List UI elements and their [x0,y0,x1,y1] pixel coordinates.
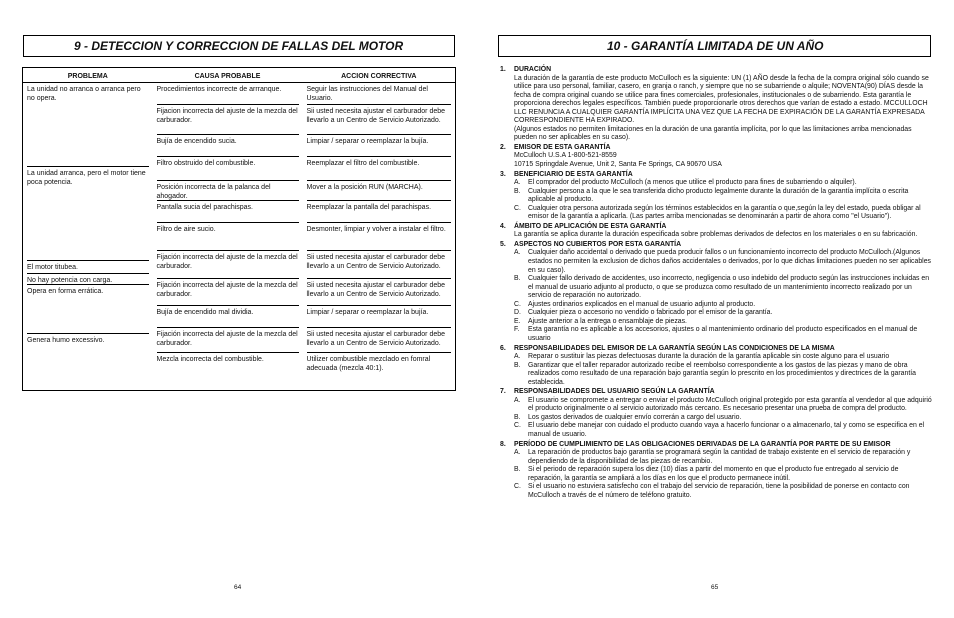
section-heading [500,144,932,153]
section-number: 6. [500,344,506,352]
section-heading-text: RESPONSABILIDADES DEL EMISOR DE LA GARANTÍA SEGÚN LAS CONDICIONES DE LA MISMA [514,344,835,352]
list-item-text: Cualquier pieza o accesorio no vendido o fabricado por el emisor de la garantía. [528,309,773,317]
action-cell: Sii usted necesita ajustar el carburador debe llevarlo a un Centro de Servicio Autorizado. [307,105,452,135]
list-item-text: Si el periodo de reparación supera los diez (10) días a partir del momento en que el producto fue entregado al servicio de reparación, la garantía se ampliará a los días en los que el producto permanece inútil. [528,466,899,482]
problem-cell: El motor titubea. [27,261,149,274]
header-accion-correctiva: ACCION CORRECTIVA [303,68,456,83]
list-item [500,422,932,439]
troubleshooting-title: 9 - DETECCION Y CORRECCION DE FALLAS DEL MOTOR [23,35,455,57]
page-number: 64 [234,584,242,591]
warranty-section [500,345,932,388]
list-item-text: Ajustes ordinarios explicados en el manual de usuario adjunto al producto. [528,300,756,308]
section-number: 3. [500,170,506,178]
section-heading-text: DURACIÓN [514,66,552,73]
list-item-letter: A. [514,179,521,187]
list-item [500,466,932,483]
list-item [500,205,932,222]
cause-cell: Mezcla incorrecta del combustible. [156,356,264,363]
section-heading [500,441,932,450]
list-item-letter: C. [514,300,521,308]
list-item-letter: B. [514,275,521,283]
cause-cell: Fijacion incorrecta del ajuste de la mezcla del carburador. [157,105,299,135]
action-cell: Sii usted necesita ajustar el carburador debe llevarlo a un Centro de Servicio Autorizado. [307,328,452,353]
section-heading [500,345,932,354]
list-item [500,301,932,310]
problem-cell: Genera humo excessivo. [27,337,105,344]
action-cell: Reemplazar el filtro del combustible. [307,157,452,181]
list-item-text: La reparación de productos bajo garantía se programará según la cantidad de trabajo existente en el servicio de reparación y dependiendo de la disponibilidad de las piezas de recambio. [528,449,911,465]
section-heading-text: ASPECTOS NO CUBIERTOS POR ESTA GARANTÍA [514,240,682,248]
list-item-letter: A. [514,449,521,457]
list-item [500,318,932,327]
list-item-letter: C. [514,422,521,430]
action-cell: Sii usted necesita ajustar el carburador debe llevarlo a un Centro de Servicio Autorizado. [307,279,452,306]
warranty-section [500,223,932,240]
list-item [500,179,932,188]
cause-cell: Filtro obstruido del combustible. [157,157,299,181]
list-item-text: El usuario debe manejar con cuidado el producto cuando vaya a hacerlo funcionar o a almacenarlo, tal y como se especifica en el manual de usuario. [528,422,925,438]
section-number: 7. [500,388,506,396]
section-heading [500,66,932,75]
section-heading-text: PERÍODO DE CUMPLIMIENTO DE LAS OBLIGACIONES DERIVADAS DE LA GARANTÍA POR PARTE DE SU EMISOR [514,440,891,448]
list-item [500,362,932,388]
cause-cell: Fijación incorrecta del ajuste de la mezcla del carburador. [157,328,299,353]
list-item-text: Cualquier persona a la que le sea transferida dicho producto legalmente durante la duración de la garantía implícita o escrita aplicable al producto. [528,187,909,204]
list-item-text: Reparar o sustituir las piezas defectuosas durante la duración de la garantía aplicable sin coste alguno para el usuario [528,353,890,361]
cause-cell: Pantalla sucia del parachispas. [157,201,299,223]
list-item-letter: A. [514,249,521,257]
section-number: 1. [500,66,506,73]
list-item-text: Ajuste anterior a la entrega o ensamblaje de piezas. [528,317,687,325]
action-cell: Limpiar / separar o reemplazar la bujía. [307,135,452,157]
list-item [500,309,932,318]
list-item-text: Esta garantía no es aplicable a los accesorios, ajustes o al mantenimiento ordinario del producto especificados en el manual de usuario [528,326,918,342]
action-cell: Sii usted necesita ajustar el carburador debe llevarlo a un Centro de Servicio Autorizado. [307,251,452,279]
list-item [500,275,932,301]
list-item-letter: C. [514,483,521,491]
cause-cell: Procedimientos incorrecte de arrranque. [157,83,299,105]
section-heading [500,223,932,232]
list-item [500,397,932,414]
list-item-text: Si el usuario no estuviera satisfecho con el trabajo del servicio de reparación, tiene la posibilidad de ponerse en contacto con McCulloch a través de el número de teléfono gratuito. [528,483,910,499]
warranty-title: 10 - GARANTÍA LIMITADA DE UN AÑO [498,35,931,57]
list-item [500,353,932,362]
section-heading-text: EMISOR DE ESTA GARANTÍA [514,143,611,151]
list-item-letter: F. [514,326,520,334]
section-number: 4. [500,222,506,230]
list-item [500,483,932,500]
action-cell: Seguir las instrucciones del Manual del Usuario. [307,83,452,105]
list-item-letter: B. [514,466,521,474]
section-paragraph: La duración de la garantía de este producto McCulloch es la siguiente: UN (1) AÑO desde la fecha de la compra original sólo cuando se utilice para uso personal, familiar, casero, en granja o ranch, y siempre que no se subarriende o alquile; NOVENTA(90) DÍAS desde la fecha de compra original cuando se utilice para fines comerciales, profesionales, institucionales o de subarriendo. Esta garantía le proporciona derechos legales específicos. También puede proporcionarle otros derechos que varían de estado a estado. MCCULLOCH LLC RENUNCIA A CUALQUIER GARANTÍA IMPLÍCITA UNA VEZ QUE LA FECHA DE EXPIRACIÓN DE LA GARANTÍA EXPRESADA CORRESPONDIENTE HA EXPIRADO. [514,74,929,125]
section-paragraph: (Algunos estados no permiten limitaciones en la duración de una garantía implícita, por lo que las limitaciones arriba mencionadas pueden no ser aplicables en su caso). [514,125,912,142]
problem-cell: La unidad no arranca o arranca pero no opera. [27,83,149,167]
list-item [500,414,932,423]
list-item-text: El comprador del producto McCulloch (a menos que utilice el producto para fines de subarriendo o alquiler). [528,179,857,187]
list-item-text: El usuario se compromete a entregar o enviar el producto McCulloch original protegido por esta garantía al vendedor al que adquirió el producto originalmente o al servicio autorizado más cercano. Es necesario presentar una prueba de compra del producto. [528,396,932,413]
header-causa-probable: CAUSA PROBABLE [153,68,303,83]
header-problema: PROBLEMA [23,68,153,83]
section-paragraph: La garantía se aplica durante la duración especificada sobre problemas derivados de defectos en los materiales o en su fabricación. [514,231,918,239]
section-number: 5. [500,240,506,248]
action-cell: Limpiar / separar o reemplazar la bujía. [307,306,452,328]
list-item-letter: B. [514,361,521,369]
list-item-letter: A. [514,353,521,361]
problems-column [23,83,153,391]
cause-cell: Fijación incorrecta del ajuste de la mezcla del carburador. [157,251,299,279]
page-number: 65 [711,584,719,591]
list-item-letter: E. [514,317,521,325]
section-number: 2. [500,143,506,151]
problem-cell: No hay potencia con carga. [27,274,149,285]
warranty-section [500,171,932,222]
list-item [500,326,932,343]
section-heading-text: ÁMBITO DE APLICACIÓN DE ESTA GARANTÍA [514,222,667,230]
list-item [500,449,932,466]
cause-cell: Filtro de aire sucio. [157,223,299,251]
section-heading-text: RESPONSABILIDADES DEL USUARIO SEGÚN LA GARANTÍA [514,388,715,396]
list-item-text: Garantizar que el taller reparador autorizado recibe el reembolso correspondiente a los gastos de las piezas y mano de obra realizados como resultado de una reparación bajo garantía según lo prescrito en los procedimientos y directrices de la garantía establecida. [528,361,917,386]
actions-column [303,83,456,391]
warranty-section [500,66,932,143]
list-item-text: Cualquier daño accidental o derivado que pueda producir fallos o un funcionamiento incorrecto del producto McCulloch.(Algunos estados no permiten la exclusion de dichos daños accidentales o derivados, por lo que dichas limitaciones pueden no ser aplicables en su caso). [528,249,931,274]
list-item-letter: A. [514,396,521,404]
cause-cell: Fijación incorrecta del ajuste de la mezcla del carburador. [157,279,299,306]
action-cell: Mover a la posición RUN (MARCHA). [307,181,452,201]
causes-column [153,83,303,391]
section-heading-text: BENEFICIARIO DE ESTA GARANTÍA [514,170,633,178]
list-item-letter: B. [514,413,521,421]
section-heading [500,388,932,397]
warranty-section [500,441,932,501]
list-item-letter: D. [514,309,521,317]
cause-cell: Bujía de encendido sucia. [157,135,299,157]
action-cell: Reemplazar la pantalla del parachispas. [307,201,452,223]
list-item-letter: C. [514,204,521,212]
section-heading [500,171,932,180]
list-item-text: Cualquier fallo derivado de accidentes, uso incorrecto, negligencia o uso indebido del producto según las instrucciones incluidas en el manual de usuario adjunto al producto, o que se produzca como resultado de un mantenimiento incorrecto realizado por un servicio de reparación no autorizado. [528,275,930,300]
warranty-section [500,388,932,439]
section-number: 8. [500,440,506,448]
warranty-section [500,144,932,170]
section-paragraph: McCulloch U.S.A 1-800-521-8559 [514,152,617,160]
warranty-section [500,241,932,344]
action-cell: Desmonter, limpiar y volver a instalar el filtro. [307,223,452,251]
cause-cell: Posición incorrecta de la palanca del ahogador. [157,181,299,201]
section-heading [500,241,932,250]
cause-cell: Bujía de encendido mal dividia. [157,306,299,328]
list-item-letter: B. [514,187,521,195]
action-cell: Utilizer combustible mezclado en fomral adecuada (mezcla 40:1). [306,356,431,372]
troubleshooting-table [22,67,456,391]
section-paragraph: 10715 Springdale Avenue, Unit 2, Santa Fe Springs, CA 90670 USA [514,161,722,169]
problem-cell: La unidad arranca, pero el motor tiene poca potencia. [27,167,149,261]
warranty-text [500,66,932,501]
list-item-text: Los gastos derivados de cualquier envío correrán a cargo del usuario. [528,413,742,421]
list-item-text: Cualquier otra persona autorizada según los términos establecidos en la garantía o que,según la ley del estado, pueda obligar al emisor de la garantía a aplicarla. (Las partes arriba mencionadas se denominarán a partir de ahora como "el Usuario"). [528,204,921,221]
list-item [500,188,932,205]
list-item [500,249,932,275]
problem-cell: Opera en forma errática. [27,285,149,334]
